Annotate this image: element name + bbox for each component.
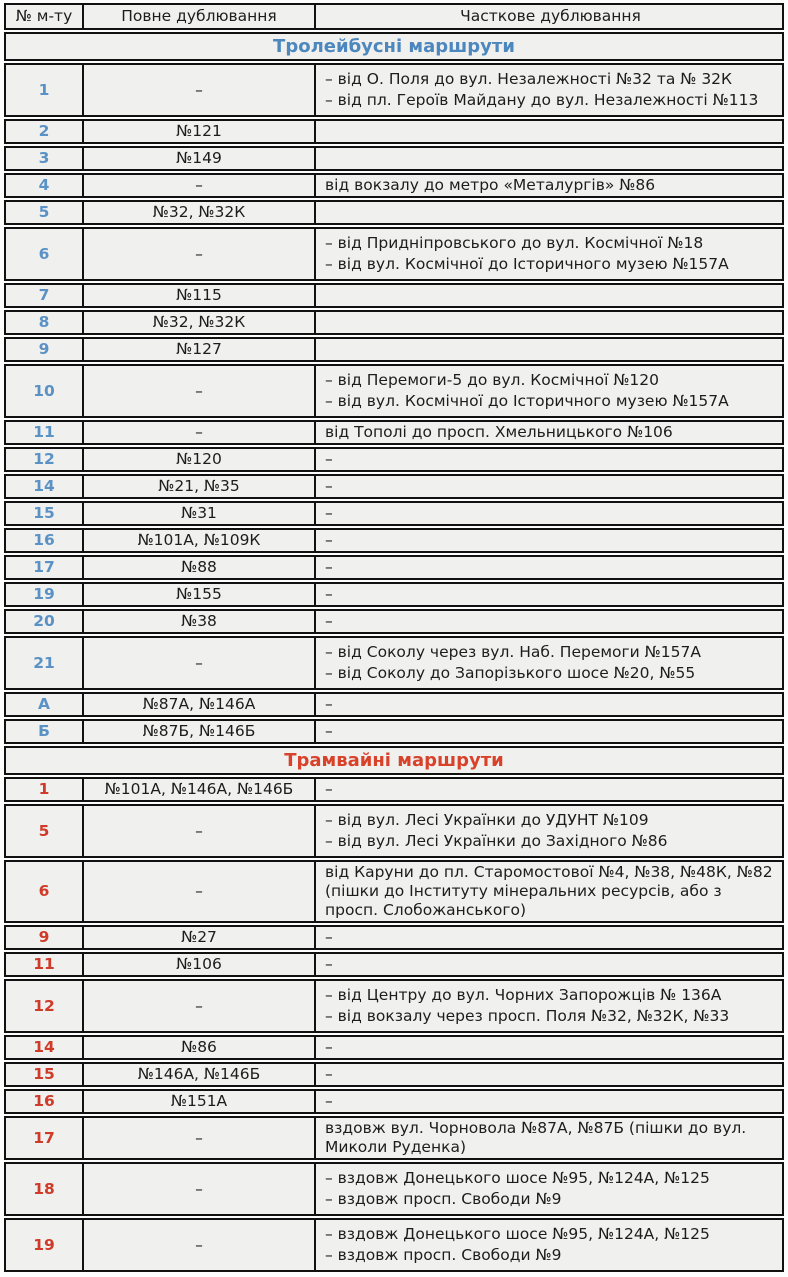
full-duplication-cell: №151А [82, 1091, 314, 1112]
route-number-cell: 7 [38, 286, 50, 304]
full-duplication-cell: – [82, 422, 314, 443]
partial-duplication-cell [314, 927, 782, 948]
table-header-row [4, 3, 784, 30]
table-row [4, 1089, 784, 1114]
partial-duplication-cell [314, 285, 782, 306]
route-number-cell: 6 [38, 244, 50, 263]
table-row [4, 227, 784, 281]
partial-duplication-cell [314, 694, 782, 715]
table-row [4, 804, 784, 858]
table-row [4, 925, 784, 950]
table-row [4, 119, 784, 144]
full-duplication-cell: №127 [82, 339, 314, 360]
partial-duplication-line: – [325, 450, 333, 468]
table-row [4, 528, 784, 553]
partial-duplication-cell [314, 530, 782, 551]
route-number-cell: 1 [38, 80, 50, 99]
full-duplication-cell: №88 [82, 557, 314, 578]
partial-duplication-line: – від вул. Космічної до Історичного музею №157А [325, 392, 729, 410]
route-number-cell: 9 [38, 928, 50, 946]
full-duplication-cell: – [82, 1164, 314, 1214]
partial-duplication-cell [314, 449, 782, 470]
route-number-cell: 1 [38, 780, 50, 798]
table-row [4, 777, 784, 802]
partial-duplication-cell [314, 476, 782, 497]
full-duplication-cell: №149 [82, 148, 314, 169]
table-row [4, 609, 784, 634]
full-duplication-cell: №87А, №146А [82, 694, 314, 715]
partial-duplication-cell [314, 422, 782, 443]
route-number-cell: 11 [33, 955, 55, 973]
partial-duplication-line: вздовж вул. Чорновола №87А, №87Б (пішки до вул. Миколи Руденка) [325, 1119, 747, 1156]
table-row [4, 979, 784, 1033]
route-number-cell: 10 [33, 381, 55, 400]
partial-duplication-line: – від вокзалу через просп. Поля №32, №32К, №33 [325, 1007, 730, 1025]
route-number-cell: 15 [33, 504, 55, 522]
partial-duplication-cell [314, 148, 782, 169]
partial-duplication-line: – [325, 612, 333, 630]
route-number-cell: 11 [33, 423, 55, 441]
route-number-cell: 6 [38, 882, 50, 900]
table-row [4, 1062, 784, 1087]
partial-duplication-cell [314, 557, 782, 578]
route-number-cell: 8 [38, 313, 50, 331]
partial-duplication-cell [314, 721, 782, 742]
partial-duplication-cell [314, 175, 782, 196]
partial-duplication-line: – від вул. Лесі Українки до Західного №86 [325, 832, 668, 850]
route-number-cell: 17 [33, 1128, 55, 1147]
table-row [4, 364, 784, 418]
full-duplication-cell: №101А, №146А, №146Б [82, 779, 314, 800]
full-duplication-cell: №155 [82, 584, 314, 605]
full-duplication-cell: №86 [82, 1037, 314, 1058]
partial-duplication-line: – [325, 1092, 333, 1110]
route-number-cell: 2 [38, 122, 50, 140]
partial-duplication-line: – від Придніпровського до вул. Космічної №18 [325, 234, 704, 252]
partial-duplication-cell [314, 584, 782, 605]
table-row [4, 337, 784, 362]
partial-duplication-line: – [325, 722, 333, 740]
partial-duplication-cell [314, 1118, 782, 1158]
table-row [4, 63, 784, 117]
partial-duplication-line: – [325, 928, 333, 946]
table-row [4, 1035, 784, 1060]
partial-duplication-line: – [325, 585, 333, 603]
table-row [4, 283, 784, 308]
partial-duplication-cell [314, 611, 782, 632]
full-duplication-cell: №106 [82, 954, 314, 975]
partial-duplication-cell [314, 229, 782, 279]
partial-duplication-cell [314, 1220, 782, 1270]
full-duplication-cell: – [82, 981, 314, 1031]
full-duplication-cell: – [82, 1118, 314, 1158]
partial-duplication-line: – [325, 504, 333, 522]
full-duplication-cell: №31 [82, 503, 314, 524]
route-number-cell: 5 [38, 821, 50, 840]
partial-duplication-cell [314, 638, 782, 688]
partial-duplication-line: від Тополі до просп. Хмельницького №106 [325, 423, 673, 441]
route-number-cell: 5 [38, 203, 50, 221]
table-row [4, 555, 784, 580]
partial-duplication-line: – від О. Поля до вул. Незалежності №32 та № 32К [325, 70, 733, 88]
route-number-cell: Б [38, 722, 50, 740]
route-number-cell: 12 [33, 996, 55, 1015]
section-title: Трамвайні маршрути [284, 750, 504, 771]
table-row [4, 719, 784, 744]
route-number-cell: 20 [33, 612, 55, 630]
partial-duplication-line: – [325, 780, 333, 798]
table-row [4, 952, 784, 977]
full-duplication-cell: – [82, 65, 314, 115]
partial-duplication-line: – [325, 1038, 333, 1056]
route-number-cell: 3 [38, 149, 50, 167]
partial-duplication-line: – від Соколу до Запорізького шосе №20, №55 [325, 664, 696, 682]
full-duplication-cell: №121 [82, 121, 314, 142]
table-row [4, 1116, 784, 1160]
partial-duplication-line: – від вул. Космічної до Історичного музею №157А [325, 255, 729, 273]
partial-duplication-cell [314, 1064, 782, 1085]
partial-duplication-cell [314, 312, 782, 333]
partial-duplication-cell [314, 202, 782, 223]
table-row [4, 447, 784, 472]
table-body [4, 32, 784, 1272]
route-number-cell: 18 [33, 1179, 55, 1198]
full-duplication-cell: – [82, 366, 314, 416]
table-row [4, 200, 784, 225]
full-duplication-cell: – [82, 175, 314, 196]
route-number-cell: А [38, 695, 50, 713]
partial-duplication-cell [314, 339, 782, 360]
partial-duplication-cell [314, 366, 782, 416]
partial-duplication-line: від Каруни до пл. Старомостової №4, №38, №48К, №82 (пішки до Інституту мінеральних ресурсів, або з просп. Слобожанського) [325, 863, 773, 919]
partial-duplication-cell [314, 862, 782, 921]
section-header-tram [4, 746, 784, 775]
table-row [4, 1218, 784, 1272]
route-number-cell: 14 [33, 477, 55, 495]
table-row [4, 310, 784, 335]
route-number-cell: 16 [33, 531, 55, 549]
partial-duplication-cell [314, 806, 782, 856]
route-number-cell: 16 [33, 1092, 55, 1110]
partial-duplication-line: – від Центру до вул. Чорних Запорожців № 136А [325, 986, 722, 1004]
partial-duplication-line: – від Перемоги-5 до вул. Космічної №120 [325, 371, 660, 389]
route-number-cell: 17 [33, 558, 55, 576]
table-row [4, 582, 784, 607]
column-header-full-duplication: Повне дублювання [82, 5, 314, 28]
full-duplication-cell: №21, №35 [82, 476, 314, 497]
full-duplication-cell: №27 [82, 927, 314, 948]
partial-duplication-line: – [325, 558, 333, 576]
table-row [4, 860, 784, 923]
full-duplication-cell: №38 [82, 611, 314, 632]
partial-duplication-cell [314, 1091, 782, 1112]
partial-duplication-cell [314, 779, 782, 800]
partial-duplication-line: від вокзалу до метро «Металургів» №86 [325, 176, 656, 194]
partial-duplication-line: – вздовж Донецького шосе №95, №124А, №125 [325, 1225, 710, 1243]
route-number-cell: 9 [38, 340, 50, 358]
full-duplication-cell: – [82, 638, 314, 688]
route-number-cell: 14 [33, 1038, 55, 1056]
partial-duplication-cell [314, 954, 782, 975]
partial-duplication-line: – від Соколу через вул. Наб. Перемоги №157А [325, 643, 701, 661]
partial-duplication-cell [314, 503, 782, 524]
table-row [4, 636, 784, 690]
full-duplication-cell: №32, №32К [82, 202, 314, 223]
partial-duplication-cell [314, 1037, 782, 1058]
full-duplication-cell: №101А, №109К [82, 530, 314, 551]
table-row [4, 692, 784, 717]
route-number-cell: 15 [33, 1065, 55, 1083]
partial-duplication-cell [314, 121, 782, 142]
full-duplication-cell: №32, №32К [82, 312, 314, 333]
table-row [4, 474, 784, 499]
route-number-cell: 4 [38, 176, 50, 194]
full-duplication-cell: – [82, 1220, 314, 1270]
partial-duplication-line: – [325, 477, 333, 495]
full-duplication-cell: – [82, 862, 314, 921]
partial-duplication-line: – [325, 1065, 333, 1083]
section-title: Тролейбусні маршрути [273, 36, 515, 57]
partial-duplication-line: – вздовж Донецького шосе №95, №124А, №125 [325, 1169, 710, 1187]
partial-duplication-line: – [325, 695, 333, 713]
route-number-cell: 12 [33, 450, 55, 468]
partial-duplication-cell [314, 1164, 782, 1214]
section-header-trolleybus [4, 32, 784, 61]
full-duplication-cell: №115 [82, 285, 314, 306]
table-row [4, 1162, 784, 1216]
full-duplication-cell: №87Б, №146Б [82, 721, 314, 742]
column-header-partial-duplication: Часткове дублювання [314, 5, 782, 28]
partial-duplication-cell [314, 981, 782, 1031]
partial-duplication-line: – від вул. Лесі Українки до УДУНТ №109 [325, 811, 649, 829]
table-row [4, 501, 784, 526]
partial-duplication-line: – [325, 955, 333, 973]
partial-duplication-line: – вздовж просп. Свободи №9 [325, 1190, 562, 1208]
column-header-route-number: № м-ту [15, 7, 73, 25]
full-duplication-cell: – [82, 806, 314, 856]
table-row [4, 420, 784, 445]
route-number-cell: 19 [33, 1235, 55, 1254]
table-row [4, 146, 784, 171]
partial-duplication-line: – від пл. Героїв Майдану до вул. Незалежності №113 [325, 91, 759, 109]
partial-duplication-line: – [325, 531, 333, 549]
full-duplication-cell: №120 [82, 449, 314, 470]
full-duplication-cell: – [82, 229, 314, 279]
partial-duplication-line: – вздовж просп. Свободи №9 [325, 1246, 562, 1264]
table-row [4, 173, 784, 198]
route-number-cell: 19 [33, 585, 55, 603]
partial-duplication-cell [314, 65, 782, 115]
route-number-cell: 21 [33, 653, 55, 672]
full-duplication-cell: №146А, №146Б [82, 1064, 314, 1085]
